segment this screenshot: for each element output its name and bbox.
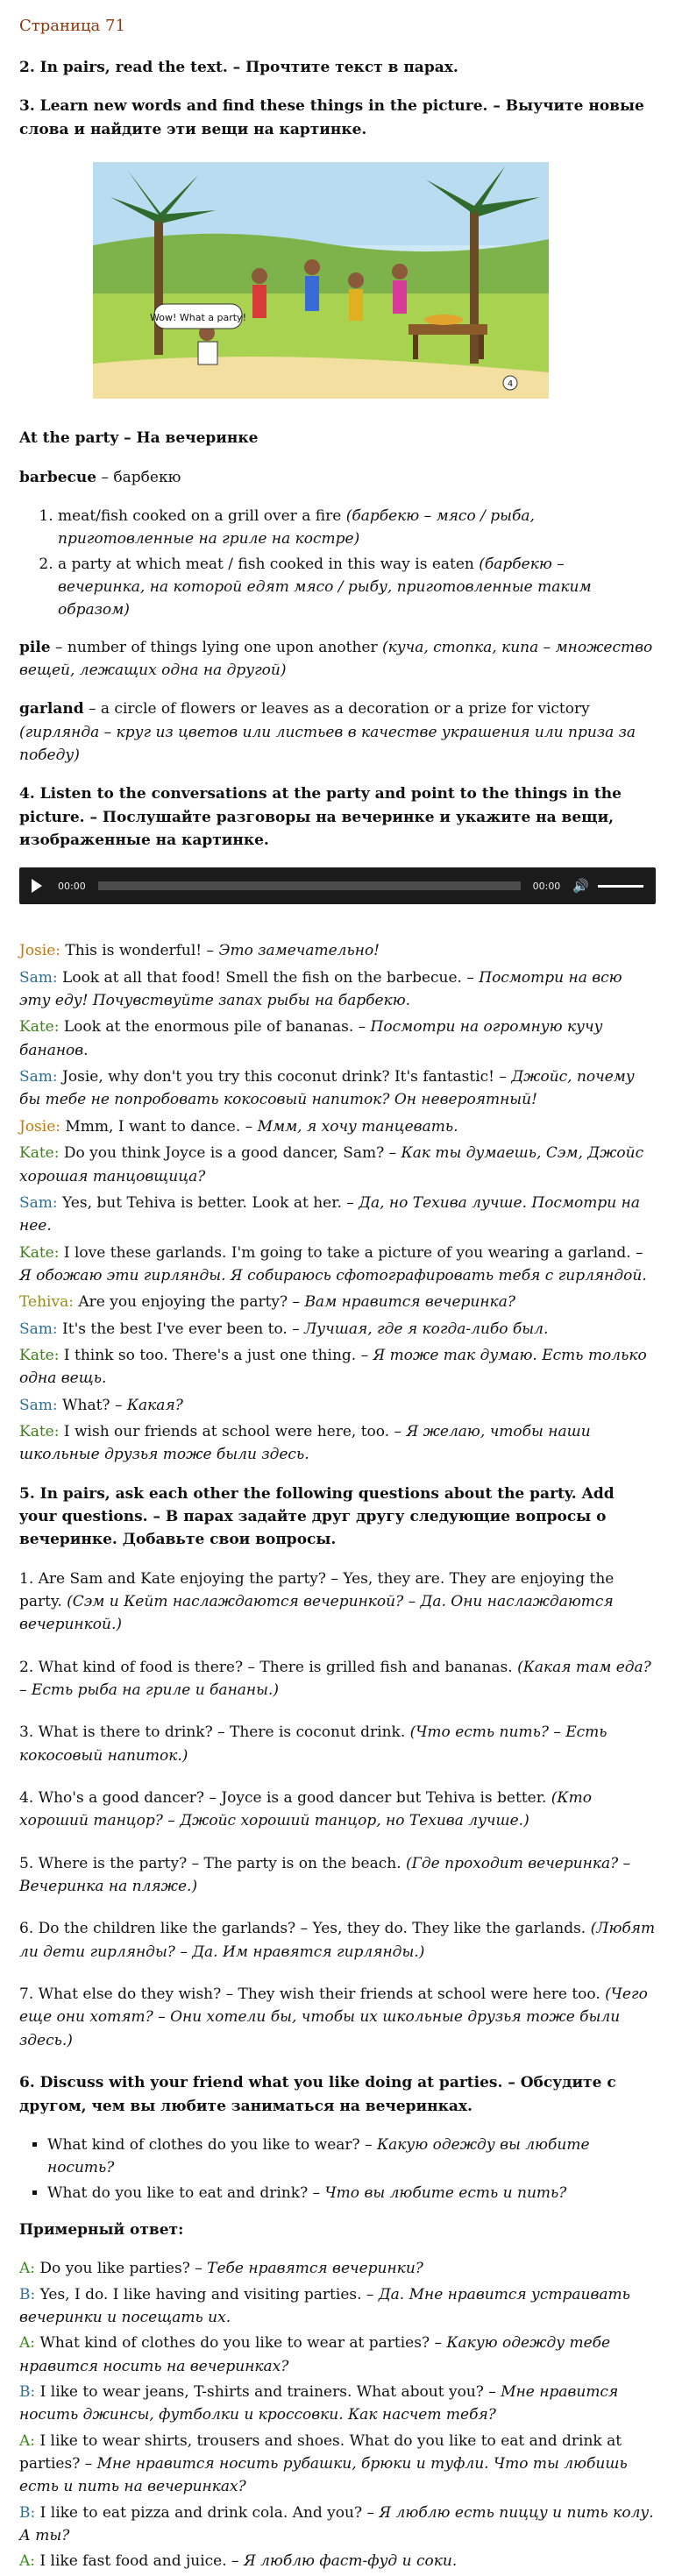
audio-player bbox=[19, 867, 656, 904]
dialogue-line: Sam: What? – Какая? bbox=[19, 1396, 183, 1414]
volume-slider[interactable] bbox=[598, 885, 643, 888]
list-item: 1. meat/fish cooked on a grill over a fire (барбекю – мясо / рыба, приготовленные на гриле на костре) bbox=[58, 505, 656, 551]
term-pile: pile – number of things lying one upon another (куча, стопка, кипа – множество вещей, лежащих одна на другой) bbox=[19, 638, 653, 680]
dialogue-line: B: I like to wear jeans, T-shirts and trainers. What about you? – Мне нравится носить джинсы, футболки и кроссовки. Как насчет тебя? bbox=[19, 2382, 619, 2424]
dialogue-line: Kate: I love these garlands. I'm going to take a picture of you wearing a garland. – Я обожаю эти гирлянды. Я собираюсь сфотографировать тебя с гирляндой. bbox=[19, 1243, 647, 1284]
task-2: 2. In pairs, read the text. – Прочтите текст в парах. bbox=[19, 58, 458, 76]
illustration-number: 4 bbox=[507, 379, 514, 389]
progress-track[interactable] bbox=[98, 881, 521, 890]
dialogue-line: A: Do you like parties? – Тебе нравятся вечеринки? bbox=[19, 2260, 423, 2278]
term-garland: garland – a circle of flowers or leaves as a decoration or a prize for victory (гирлянда – круг из цветов или листьев в качестве украшения или приза за победу) bbox=[19, 700, 636, 765]
task-5: 5. In pairs, ask each other the following questions about the party. Add your questions. – В парах задайте друг другу следующие вопросы о вечеринке. Добавьте свои вопросы. bbox=[19, 1484, 615, 1549]
dialogue-line: Tehiva: Are you enjoying the party? – Вам нравится вечеринка? bbox=[19, 1293, 515, 1312]
task-6: 6. Discuss with your friend what you like doing at parties. – Обсудите с другом, чем вы любите заниматься на вечеринках. bbox=[19, 2074, 616, 2115]
question-item: 7. What else do they wish? – They wish their friends at school were here too. (Чего еще они хотят? – Они хотели бы, чтобы их школьные друзья тоже были здесь.) bbox=[19, 1985, 648, 2049]
term-barbecue: barbecue – барбекю bbox=[19, 468, 181, 486]
speech-bubble-text: Wow! What a party! bbox=[150, 311, 246, 323]
sample-dialogue bbox=[19, 2257, 656, 2572]
dialogue-line: Josie: This is wonderful! – Это замечательно! bbox=[19, 942, 380, 960]
section-heading: At the party – На вечеринке bbox=[19, 429, 259, 448]
barbecue-senses bbox=[19, 505, 656, 622]
question-item: 1. Are Sam and Kate enjoying the party? – Yes, they are. They are enjoying the party. (Сэм и Кейт наслаждаются вечеринкой? – Да. Они наслаждаются вечеринкой.) bbox=[19, 1569, 615, 1634]
page-number: Страница 71 bbox=[19, 17, 125, 35]
dialogue-line: B: Yes, I do. I like having and visiting parties. – Да. Мне нравится устраивать вечеринки и посещать их. bbox=[19, 2285, 630, 2326]
dialogue-line: B: I like to eat pizza and drink cola. And you? – Я люблю есть пиццу и пить колу. А ты? bbox=[19, 2503, 654, 2545]
dialogue-line: Josie: Mmm, I want to dance. – Ммм, я хочу танцевать. bbox=[19, 1117, 458, 1136]
sample-heading: Примерный ответ: bbox=[19, 2220, 184, 2239]
task-4: 4. Listen to the conversations at the party and point to the things in the picture. – Послушайте разговоры на вечеринке и укажите на вещи, изображенные на картинке. bbox=[19, 785, 622, 850]
dialogue-line: Sam: Yes, but Tehiva is better. Look at her. – Да, но Техива лучше. Посмотри на нее. bbox=[19, 1193, 640, 1235]
dialogue-line: Sam: It's the best I've ever been to. – Лучшая, где я когда-либо был. bbox=[19, 1320, 549, 1338]
dialogue-line: Kate: I think so too. There's a just one thing. – Я тоже так думаю. Есть только одна вещь. bbox=[19, 1346, 647, 1388]
dialogue-line: A: I like fast food and juice. – Я люблю фаст-фуд и соки. bbox=[19, 2552, 458, 2571]
dialogue-line: Sam: Look at all that food! Smell the fish on the barbecue. – Посмотри на всю эту еду! Почувствуйте запах рыбы на барбекю. bbox=[19, 968, 622, 1010]
dialogue-line: Kate: Look at the enormous pile of bananas. – Посмотри на огромную кучу бананов. bbox=[19, 1018, 603, 1059]
task-3: 3. Learn new words and find these things in the picture. – Выучите новые слова и найдите эти вещи на картинке. bbox=[19, 97, 644, 138]
dialogue-line: Kate: Do you think Joyce is a good dancer, Sam? – Как ты думаешь, Сэм, Джойс хорошая танцовщица? bbox=[19, 1144, 644, 1185]
dialogue-line: A: I like to wear shirts, trousers and shoes. What do you like to eat and drink at parties? – Мне нравится носить рубашки, брюки и туфли. Что ты любишь есть и пить на вечеринках? bbox=[19, 2431, 628, 2496]
questions bbox=[19, 1568, 656, 2053]
dialogue-line: Kate: I wish our friends at school were here, too. – Я желаю, чтобы наши школьные друзья тоже были здесь. bbox=[19, 1422, 591, 1464]
list-item: ▪ What do you like to eat and drink? – Что вы любите есть и пить? bbox=[47, 2182, 656, 2204]
sitting-boy bbox=[198, 325, 217, 364]
question-item: 2. What kind of food is there? – There is grilled fish and bananas. (Какая там еда? – Есть рыба на гриле и бананы.) bbox=[19, 1658, 651, 1700]
question-item: 4. Who's a good dancer? – Joyce is a good dancer but Tehiva is better. (Кто хороший танцор? – Джойс хороший танцор, но Техива лучше.) bbox=[19, 1789, 592, 1830]
volume-icon[interactable]: 🔊 bbox=[572, 877, 589, 894]
dialogue-line: A: What kind of clothes do you like to wear at parties? – Какую одежду тебе нравится носить на вечеринках? bbox=[19, 2334, 611, 2375]
current-time: 00:00 bbox=[58, 880, 86, 892]
list-item: 2. a party at which meat / fish cooked in this way is eaten (барбекю – вечеринка, на которой едят мясо / рыбу, приготовленные таким образом) bbox=[58, 553, 656, 622]
discussion-list bbox=[19, 2134, 656, 2204]
play-icon[interactable] bbox=[32, 879, 42, 893]
list-item: ▪ What kind of clothes do you like to wear? – Какую одежду вы любите носить? bbox=[47, 2134, 656, 2180]
question-item: 5. Where is the party? – The party is on the beach. (Где проходит вечеринка? – Вечеринка на пляже.) bbox=[19, 1854, 631, 1896]
dialogue bbox=[19, 939, 656, 1466]
question-item: 3. What is there to drink? – There is coconut drink. (Что есть пить? – Есть кокосовый напиток.) bbox=[19, 1723, 608, 1765]
party-illustration bbox=[93, 162, 549, 399]
dialogue-line: Sam: Josie, why don't you try this coconut drink? It's fantastic! – Джойс, почему бы тебе не попробовать кокосовый напиток? Он невероятный! bbox=[19, 1068, 635, 1109]
question-item: 6. Do the children like the garlands? – Yes, they do. They like the garlands. (Любят ли дети гирлянды? – Да. Им нравятся гирлянды.) bbox=[19, 1920, 656, 1961]
duration-time: 00:00 bbox=[532, 880, 561, 892]
